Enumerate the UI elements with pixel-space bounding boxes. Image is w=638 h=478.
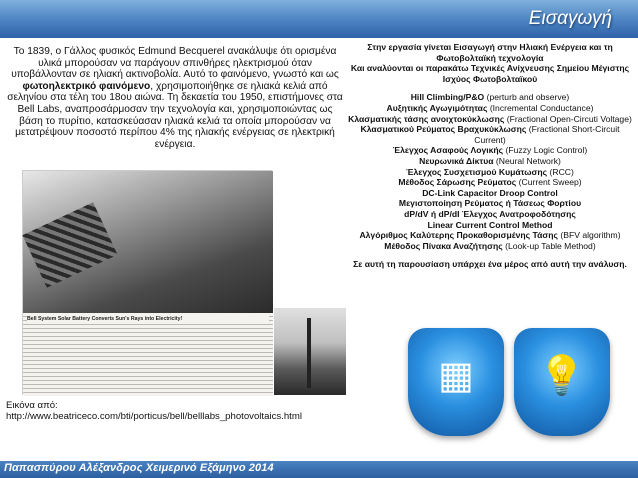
methods-closing: Σε αυτή τη παρουσίαση υπάρχει ένα μέρος από αυτή την ανάλυση.	[353, 259, 627, 270]
method-english-name: (Neural Network)	[495, 155, 561, 166]
header-bar	[0, 0, 638, 38]
method-item	[346, 220, 634, 231]
method-name: Linear Current Control Method	[427, 219, 553, 230]
solar-battery-panel	[22, 202, 117, 288]
method-english-name: (RCC)	[549, 166, 574, 177]
method-item	[346, 188, 634, 199]
method-name: Αλγόριθμος Καλύτερης Προκαθορισμένης Τάσης	[359, 230, 561, 241]
method-item	[346, 241, 634, 252]
method-name: Hill Climbing/P&O	[410, 92, 487, 103]
method-name: Αυξητικής Αγωγιμότητας	[386, 102, 490, 113]
photo-headline: Bell System Solar Battery Converts Sun's Rays into Electricity!	[27, 316, 269, 322]
solar-panel-tile	[408, 328, 504, 436]
field-photo	[274, 308, 346, 395]
method-item	[346, 92, 634, 103]
field-photo-pole	[307, 318, 311, 388]
method-english-name: (Incremental Conductance)	[489, 102, 594, 113]
historical-photo	[22, 170, 272, 395]
method-item	[346, 145, 634, 156]
method-name: Έλεγχος Συσχετισμού Κυμάτωσης	[406, 166, 550, 177]
method-item	[346, 209, 634, 220]
method-english-name: (Fuzzy Logic Control)	[505, 145, 588, 156]
light-bulb-icon: 💡	[538, 355, 586, 397]
footer-text: Παπασπύρου Αλέξανδρος Χειμερινό Εξάμηνο 2014	[4, 462, 274, 474]
method-name: Κλασματικής τάσης ανοιχτοκύκλωσης	[348, 113, 507, 124]
light-bulb-tile	[514, 328, 610, 436]
method-english-name: (Fractional Open-Circuti Voltage)	[506, 113, 632, 124]
method-item	[346, 156, 634, 167]
method-name: Κλασματικού Ρεύματος Βραχυκύκλωσης	[360, 124, 529, 135]
method-item	[346, 124, 634, 145]
method-english-name: (BFV algorithm)	[560, 230, 621, 241]
method-english-name: (Look-up Table Method)	[505, 240, 596, 251]
method-name: Μέθοδος Πίνακα Αναζήτησης	[384, 240, 506, 251]
intro-highlight: φωτοηλεκτρικό φαινόμενο	[22, 80, 151, 92]
method-english-name: (Current Sweep)	[518, 177, 582, 188]
method-name: Μεγιστοποίηση Ρεύματος ή Τάσεως Φορτίου	[398, 198, 582, 209]
method-item	[346, 103, 634, 114]
footer-bar	[0, 461, 638, 478]
method-name: dP/dV ή dP/dI Έλεγχος Ανατροφοδότησης	[404, 208, 576, 219]
method-item	[346, 198, 634, 209]
methods-heading-2: Και αναλύονται οι παρακάτω Τεχνικές Ανίχνευσης Σημείου Μέγιστης Ισχύος Φωτοβολταϊκού	[350, 63, 630, 84]
method-name: DC-Link Capacitor Droop Control	[422, 187, 558, 198]
intro-paragraph	[6, 46, 344, 150]
method-english-name: (perturb and observe)	[486, 92, 570, 103]
methods-heading-1: Στην εργασία γίνεται Εισαγωγή στην Ηλιακή Ενέργεια και τη Φωτοβολταϊκή τεχνολογία	[367, 42, 613, 63]
method-name: Μέθοδος Σάρωσης Ρεύματος	[398, 177, 519, 188]
method-item	[346, 230, 634, 241]
method-item	[346, 114, 634, 125]
page-title: Εισαγωγή	[528, 8, 612, 29]
intro-text-part2: , χρησιμοποιήθηκε σε ηλιακά κελιά από σεληνίου στα τέλη του 18ου αιώνα. Τη δεκαετία του 1950, επιστήμονες στα Bell Labs, αναπροσάρμοσαν την τεχνολογία και, χρησιμοποιώντας ως βάση το πυρίτιο, κατασκεύασαν ηλιακά κελιά τα οποία μπορούσαν να μετατρέψουν ποσοστό περίπου 4% της ηλιακής ενέργειας σε ηλεκτρική ενέργεια.	[7, 80, 343, 150]
method-name: Έλεγχος Ασαφούς Λογικής	[392, 145, 506, 156]
solar-panel-icon: ▦	[438, 355, 474, 397]
methods-column	[346, 42, 634, 270]
methods-list	[346, 92, 634, 251]
photo-article-text	[23, 313, 273, 396]
intro-text-part1: Το 1839, ο Γάλλος φυσικός Edmund Becquerel ανακάλυψε ότι ορισμένα υλικά μπορούσαν να παράγουν σπινθήρες ηλεκτρισμού όταν υποβάλλονταν σε ηλιακή ακτινοβολία. Αυτό το φαινόμενο, γνωστό και ως	[11, 46, 339, 81]
method-english-name: (Fractional Short-Circuit Current)	[474, 124, 620, 145]
method-item	[346, 167, 634, 178]
photo-scientists	[23, 171, 273, 313]
image-caption: Εικόνα από: http://www.beatriceco.com/bti/porticus/bell/belllabs_photovoltaics.html	[6, 400, 302, 422]
method-name: Νευρωνικά Δίκτυα	[419, 155, 496, 166]
method-item	[346, 177, 634, 188]
